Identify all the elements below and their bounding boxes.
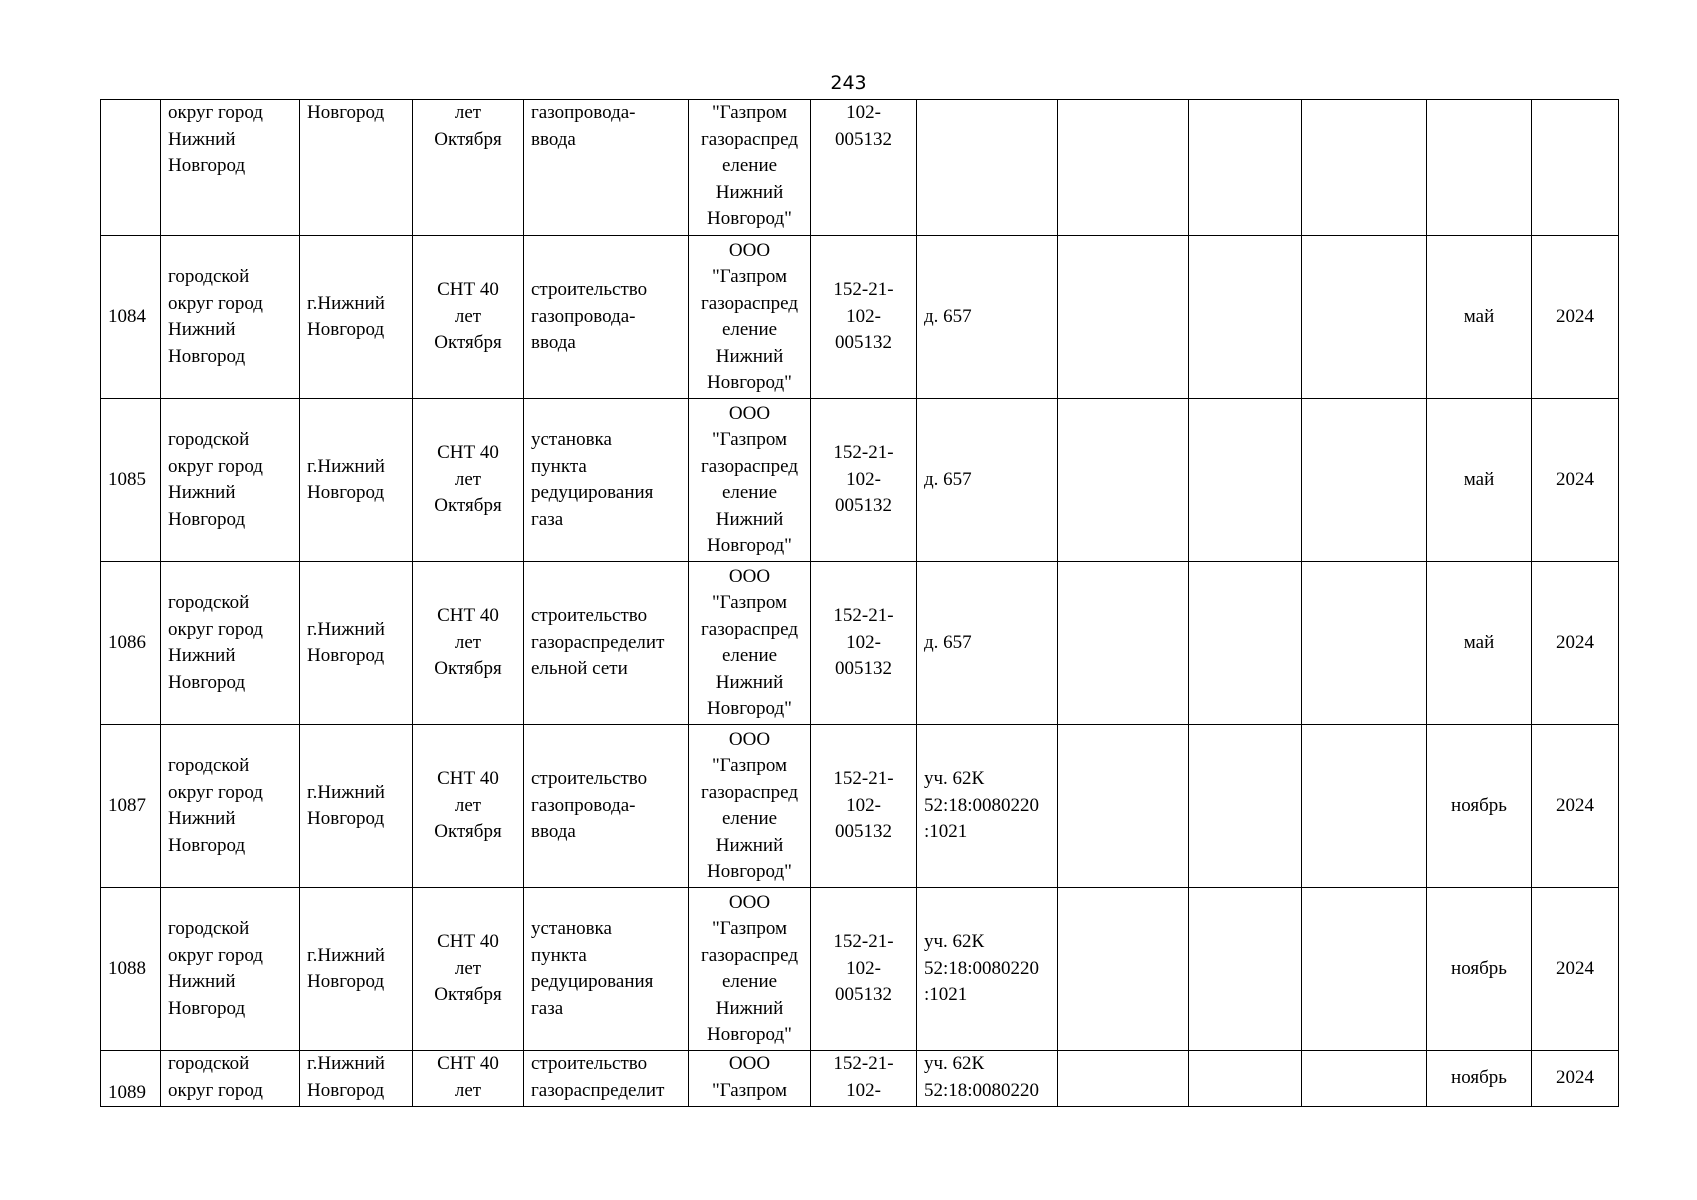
snt-cell [413,100,524,236]
activity-cell [524,100,689,236]
month-cell [1427,236,1532,399]
year-cell [1532,236,1619,399]
cadastral-cell [917,888,1058,1051]
row-number-text: 1084 [108,305,146,327]
year-cell [1532,100,1619,236]
snt-cell-text: лет Октября [434,102,502,150]
year-cell-text: 2024 [1556,631,1594,653]
organization-cell [689,562,811,725]
table-row [101,236,1619,399]
empty-cell [1302,562,1427,725]
organization-cell [689,236,811,399]
city-cell [300,562,413,725]
district-cell [161,236,300,399]
city-cell [300,888,413,1051]
month-cell-text: май [1463,631,1495,653]
activity-cell [524,236,689,399]
table-row [101,100,1619,236]
cadastral-cell [917,725,1058,888]
activity-cell [524,399,689,562]
district-cell-text: городской округ город Нижний Новгород [168,266,263,367]
snt-cell [413,725,524,888]
city-cell-text: г.Нижний Новгород [307,781,385,829]
snt-cell-text: СНТ 40 лет Октября [434,931,502,1006]
city-cell-text: г.Нижний Новгород [307,944,385,992]
row-number-text: 1089 [108,1081,146,1103]
snt-cell [413,399,524,562]
city-cell-text: г.Нижний Новгород [307,618,385,666]
cadastral-cell [917,1051,1058,1107]
city-cell [300,725,413,888]
year-cell [1532,888,1619,1051]
year-cell-text: 2024 [1556,957,1594,979]
snt-cell-text: СНТ 40 лет [437,1053,499,1101]
empty-cell [1189,888,1302,1051]
code-cell-text: 152-21- 102- 005132 [833,605,894,680]
snt-cell-text: СНТ 40 лет Октября [434,279,502,354]
empty-cell [1302,100,1427,236]
organization-cell [689,1051,811,1107]
activity-cell-text: установка пункта редуцирования газа [531,918,654,1019]
row-number [101,399,161,562]
month-cell-text: май [1463,305,1495,327]
code-cell [811,1051,917,1107]
table-row [101,1051,1619,1107]
district-cell [161,562,300,725]
row-number [101,562,161,725]
empty-cell [1058,236,1189,399]
activity-cell [524,562,689,725]
row-number-text: 1087 [108,794,146,816]
month-cell-text: ноябрь [1451,794,1507,816]
activity-cell-text: установка пункта редуцирования газа [531,429,654,530]
code-cell [811,100,917,236]
empty-cell [1302,725,1427,888]
page-number: 243 [830,72,867,94]
empty-cell [1189,1051,1302,1107]
empty-cell [1189,562,1302,725]
district-cell-text: городской округ город Нижний Новгород [168,592,263,693]
year-cell [1532,1051,1619,1107]
empty-cell [1189,100,1302,236]
year-cell-text: 2024 [1556,1067,1594,1089]
city-cell-text: Новгород [307,102,385,123]
code-cell [811,888,917,1051]
row-number [101,725,161,888]
empty-cell [1189,399,1302,562]
row-number-text: 1085 [108,468,146,490]
month-cell [1427,1051,1532,1107]
activity-cell-text: строительство газораспределит [531,1053,665,1101]
snt-cell [413,1051,524,1107]
empty-cell [1189,236,1302,399]
cadastral-cell-text: д. 657 [924,468,972,490]
city-cell-text: г.Нижний Новгород [307,1053,385,1101]
organization-cell-text: "Газпром газораспред еление Нижний Новгород" [700,102,798,229]
snt-cell-text: СНТ 40 лет Октября [434,768,502,843]
code-cell-text: 152-21- 102- 005132 [833,442,894,517]
empty-cell [1058,1051,1189,1107]
table-row [101,888,1619,1051]
activity-cell [524,1051,689,1107]
snt-cell-text: СНТ 40 лет Октября [434,442,502,517]
empty-cell [1302,236,1427,399]
city-cell [300,100,413,236]
cadastral-cell-text: д. 657 [924,631,972,653]
code-cell-text: 152-21- 102- 005132 [833,768,894,843]
cadastral-cell [917,100,1058,236]
month-cell [1427,888,1532,1051]
city-cell-text: г.Нижний Новгород [307,292,385,340]
gas-works-table [100,99,1619,1107]
row-number [101,888,161,1051]
snt-cell-text: СНТ 40 лет Октября [434,605,502,680]
month-cell-text: май [1463,468,1495,490]
city-cell [300,236,413,399]
empty-cell [1189,725,1302,888]
organization-cell [689,888,811,1051]
year-cell [1532,562,1619,725]
table-body [101,100,1619,1107]
empty-cell [1302,1051,1427,1107]
district-cell [161,888,300,1051]
empty-cell [1058,399,1189,562]
code-cell-text: 102- 005132 [835,102,892,150]
organization-cell-text: ООО "Газпром газораспред еление Нижний Новгород" [700,239,798,393]
cadastral-cell-text: уч. 62К 52:18:0080220 :1021 [924,931,1040,1006]
cadastral-cell-text: уч. 62К 52:18:0080220 :1021 [924,768,1040,843]
row-number [101,100,161,236]
year-cell [1532,725,1619,888]
city-cell [300,399,413,562]
year-cell-text: 2024 [1556,305,1594,327]
empty-cell [1302,888,1427,1051]
year-cell [1532,399,1619,562]
organization-cell [689,100,811,236]
snt-cell [413,236,524,399]
month-cell [1427,562,1532,725]
organization-cell-text: ООО "Газпром газораспред еление Нижний Новгород" [700,728,798,882]
month-cell-text: ноябрь [1451,1067,1507,1089]
cadastral-cell [917,399,1058,562]
code-cell [811,236,917,399]
activity-cell-text: газопровода- ввода [531,102,636,150]
city-cell [300,1051,413,1107]
district-cell-text: городской округ город Нижний Новгород [168,755,263,856]
empty-cell [1058,562,1189,725]
snt-cell [413,562,524,725]
district-cell [161,399,300,562]
code-cell-text: 152-21- 102- [833,1053,894,1101]
year-cell-text: 2024 [1556,468,1594,490]
table-row [101,725,1619,888]
empty-cell [1058,725,1189,888]
organization-cell-text: ООО "Газпром газораспред еление Нижний Новгород" [700,565,798,719]
district-cell [161,725,300,888]
row-number-text: 1088 [108,957,146,979]
organization-cell-text: ООО "Газпром газораспред еление Нижний Новгород" [700,891,798,1045]
cadastral-cell [917,562,1058,725]
row-number [101,236,161,399]
empty-cell [1302,399,1427,562]
activity-cell-text: строительство газопровода- ввода [531,768,648,843]
code-cell [811,399,917,562]
organization-cell [689,725,811,888]
table-row [101,562,1619,725]
district-cell-text: городской округ город Нижний Новгород [168,429,263,530]
code-cell-text: 152-21- 102- 005132 [833,279,894,354]
district-cell [161,100,300,236]
code-cell [811,725,917,888]
city-cell-text: г.Нижний Новгород [307,455,385,503]
district-cell-text: городской округ город [168,1053,263,1101]
cadastral-cell-text: уч. 62К 52:18:0080220 [924,1053,1040,1101]
cadastral-cell [917,236,1058,399]
code-cell-text: 152-21- 102- 005132 [833,931,894,1006]
activity-cell [524,725,689,888]
activity-cell-text: строительство газораспределит ельной сети [531,605,665,680]
month-cell [1427,100,1532,236]
month-cell [1427,725,1532,888]
table-row [101,399,1619,562]
organization-cell [689,399,811,562]
district-cell-text: округ город Нижний Новгород [168,102,263,176]
district-cell-text: городской округ город Нижний Новгород [168,918,263,1019]
row-number-text: 1086 [108,631,146,653]
district-cell [161,1051,300,1107]
empty-cell [1058,888,1189,1051]
code-cell [811,562,917,725]
cadastral-cell-text: д. 657 [924,305,972,327]
organization-cell-text: ООО "Газпром газораспред еление Нижний Новгород" [700,402,798,556]
month-cell-text: ноябрь [1451,957,1507,979]
month-cell [1427,399,1532,562]
empty-cell [1058,100,1189,236]
snt-cell [413,888,524,1051]
activity-cell [524,888,689,1051]
year-cell-text: 2024 [1556,794,1594,816]
activity-cell-text: строительство газопровода- ввода [531,279,648,354]
organization-cell-text: ООО "Газпром [711,1053,788,1101]
row-number [101,1051,161,1107]
